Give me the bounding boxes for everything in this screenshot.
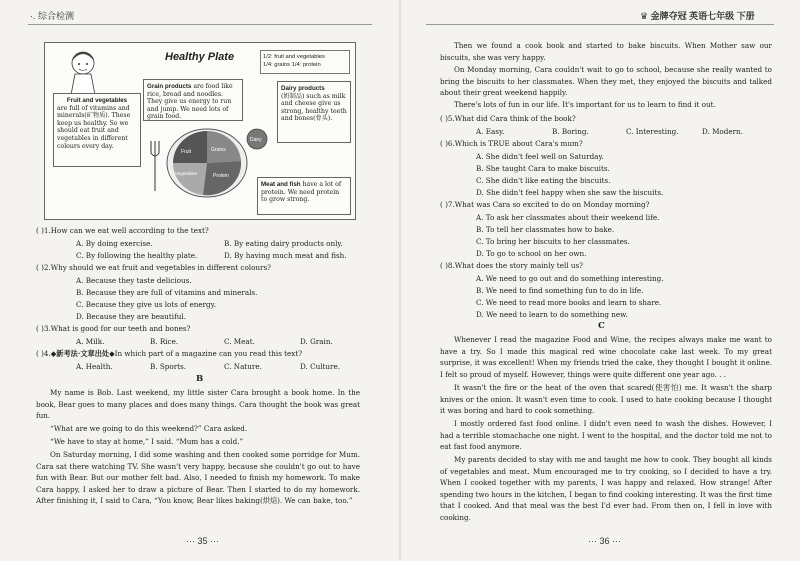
q8-option-d: D. We need to learn to do something new. bbox=[476, 310, 628, 319]
q7-option-c: C. To bring her biscuits to her classmates. bbox=[476, 237, 630, 246]
question-8: ( )8.What does the story mainly tell us? bbox=[440, 261, 584, 270]
q1-option-d: D. By having much meat and fish. bbox=[224, 251, 347, 260]
dairy-label: Dairy products bbox=[281, 85, 325, 92]
left-page-number: ··· 35 ··· bbox=[186, 536, 220, 546]
q3-option-c: C. Meat. bbox=[224, 337, 255, 346]
plate-title: Healthy Plate bbox=[165, 51, 235, 63]
q7-option-a: A. To ask her classmates about their weekend life. bbox=[476, 213, 660, 222]
question-4: ( )4.◆新考法·文章出处◆In which part of a magazine can you read this text? bbox=[36, 349, 303, 358]
q6-option-c: C. She didn't like eating the biscuits. bbox=[476, 176, 611, 185]
plate-fruit: Fruit bbox=[181, 149, 191, 155]
q2-option-a: A. Because they taste delicious. bbox=[76, 276, 192, 285]
grain-label: Grain products bbox=[147, 83, 192, 90]
b-para-1: My name is Bob. Last weekend, my little sister Cara brought a book home. In the book, Bear goes to many places and does many things. Cara thought the book was great fun. bbox=[36, 388, 360, 421]
crown-icon: ♛ bbox=[640, 11, 649, 21]
question-1: ( )1.How can we eat well according to the text? bbox=[36, 226, 209, 235]
q1-option-a: A. By doing exercise. bbox=[76, 239, 153, 248]
grain-text: are food like rice, bread and noodles. They give us energy to run and jump. We need lots of grain food. bbox=[147, 83, 233, 121]
b-cont-para-1: Then we found a cook book and started to bake biscuits. When Mother saw our biscuits, she was very happy. bbox=[440, 41, 772, 62]
b-para-4: On Saturday morning, I did some washing and then cooked some porridge for Mum. Cara sat there watching TV. She wasn't very happy, because she couldn't go out to have fun with Bear. But our mother felt bad. Also, I needed to finish my homework. To make Cara happy, I asked her to draw a picture of Bear. Then I started to do my homework. After finishing it, I said to Cara, “You know, Bear likes baking(烘焙). We can bake, too.” bbox=[36, 450, 360, 506]
meat-label: Meat and fish bbox=[261, 181, 301, 188]
fruit-veg-box bbox=[53, 93, 141, 167]
plate-grains: Grains bbox=[211, 147, 226, 153]
q1-option-b: B. By eating dairy products only. bbox=[224, 239, 343, 248]
q5-option-c: C. Interesting. bbox=[626, 127, 679, 136]
meat-text: have a lot of protein. We need protein to grow strong. bbox=[261, 181, 342, 204]
q4-option-d: D. Culture. bbox=[300, 362, 340, 371]
fruit-text: are full of vitamins and minerals(矿物质). These keep us healthy. So we should eat fruit and vegetables in different colours every day. bbox=[57, 104, 131, 150]
question-3: ( )3.What is good for our teeth and bones? bbox=[36, 324, 191, 333]
healthy-plate-infographic bbox=[44, 42, 356, 220]
c-para-3: I mostly ordered fast food online. I didn't even need to wash the dishes. However, I had a terrible stomachache one night. I went to the hospital, and the doctor told me not to eat fast food anymore. bbox=[440, 419, 772, 452]
q5-option-d: D. Modern. bbox=[702, 127, 743, 136]
q2-option-c: C. Because they give us lots of energy. bbox=[76, 300, 217, 309]
grain-box bbox=[143, 79, 243, 121]
q4-option-a: A. Health. bbox=[76, 362, 113, 371]
q8-option-b: B. We need to find something fun to do in life. bbox=[476, 286, 644, 295]
q3-option-a: A. Milk. bbox=[76, 337, 105, 346]
b-para-3: “We have to stay at home,” I said. “Mum has a cold.” bbox=[50, 437, 244, 446]
q5-option-a: A. Easy. bbox=[476, 127, 505, 136]
question-7: ( )7.What was Cara so excited to do on Monday morning? bbox=[440, 200, 650, 209]
q6-option-a: A. She didn't feel well on Saturday. bbox=[476, 152, 604, 161]
q6-option-b: B. She taught Cara to make biscuits. bbox=[476, 164, 610, 173]
question-2: ( )2.Why should we eat fruit and vegetables in different colours? bbox=[36, 263, 272, 272]
b-cont-para-2: On Monday morning, Cara couldn't wait to go to school, because she really wanted to bring the biscuits to her classmates. When they met, they enjoyed the biscuits and talked about their great weekend happily. bbox=[440, 65, 772, 98]
c-para-2: It wasn't the fire or the heat of the oven that scared(使害怕) me. It wasn't the sharp knives or the onion. It wasn't even time to cook. I used to hate cooking because I thought it was boring and hard to cook something. bbox=[440, 383, 772, 416]
c-para-1: Whenever I read the magazine Food and Wine, the recipes always make me want to have a try. So I made this magical red wine chocolate cake last week. To my great surprise, it was excellent! When my friends tried the cake, they thought I bought it online. I felt so proud of myself. However, things were quite different one year ago. . . bbox=[440, 335, 772, 379]
q7-option-d: D. To go to school on her own. bbox=[476, 249, 587, 258]
question-5: ( )5.What did Cara think of the book? bbox=[440, 114, 576, 123]
q4-tag: ◆新考法·文章出处◆ bbox=[50, 349, 115, 358]
girl-illustration bbox=[65, 47, 101, 95]
left-header: ·. 综合检测 bbox=[30, 11, 74, 21]
q4-option-b: B. Sports. bbox=[150, 362, 187, 371]
plate-protein: Protein bbox=[213, 173, 229, 179]
plate-drawing bbox=[145, 121, 275, 201]
q6-option-d: D. She didn't feel happy when she saw the biscuits. bbox=[476, 188, 664, 197]
q3-option-b: B. Rice. bbox=[150, 337, 179, 346]
section-c-title: C bbox=[598, 321, 605, 331]
plate-vegetables: Vegetables bbox=[175, 171, 198, 176]
q1-option-c: C. By following the healthy plate. bbox=[76, 251, 198, 260]
right-header-rule bbox=[426, 24, 774, 25]
right-page-number: ··· 36 ··· bbox=[588, 536, 622, 546]
c-para-4: My parents decided to stay with me and taught me how to cook. They bought all kinds of vegetables and meat. Mum encouraged me to try cooking, so I decided to have a try. When I cooked together with my parents, I was happy and relaxed. How strange! After spending two hours in the kitchen, I began to find cooking interesting. It was the first time that I cooked. And that meal was the best I'd ever had. From then on, I fell in love with cooking. bbox=[440, 455, 772, 522]
left-header-rule bbox=[28, 24, 372, 25]
q8-option-a: A. We need to go out and do something interesting. bbox=[476, 274, 664, 283]
b-cont-para-3: There's lots of fun in our life. It's important for us to learn to find it out. bbox=[454, 100, 716, 109]
q3-option-d: D. Grain. bbox=[300, 337, 333, 346]
question-6: ( )6.Which is TRUE about Cara's mum? bbox=[440, 139, 583, 148]
right-page bbox=[400, 0, 800, 561]
q8-option-c: C. We need to read more books and learn to share. bbox=[476, 298, 662, 307]
q2-option-b: B. Because they are full of vitamins and minerals. bbox=[76, 288, 258, 297]
b-para-2: “What are we going to do this weekend?” Cara asked. bbox=[50, 424, 248, 433]
q5-option-b: B. Boring. bbox=[552, 127, 589, 136]
dairy-text: (奶制品) such as milk and cheese give us strong, healthy teeth and bones(骨头). bbox=[281, 92, 347, 123]
right-header: ♛ 金牌夺冠 英语七年级 下册 bbox=[640, 11, 755, 21]
plate-dairy: Dairy bbox=[250, 137, 262, 143]
q7-option-b: B. To tell her classmates how to bake. bbox=[476, 225, 615, 234]
section-b-title: B bbox=[196, 374, 204, 384]
dairy-box bbox=[277, 81, 351, 143]
q4-option-c: C. Nature. bbox=[224, 362, 262, 371]
q2-option-d: D. Because they are beautiful. bbox=[76, 312, 186, 321]
fruit-label: Fruit and vegetables bbox=[66, 97, 128, 104]
ratio-box: 1/2: fruit and vegetables 1/4: grains 1/4: protein bbox=[260, 50, 350, 74]
